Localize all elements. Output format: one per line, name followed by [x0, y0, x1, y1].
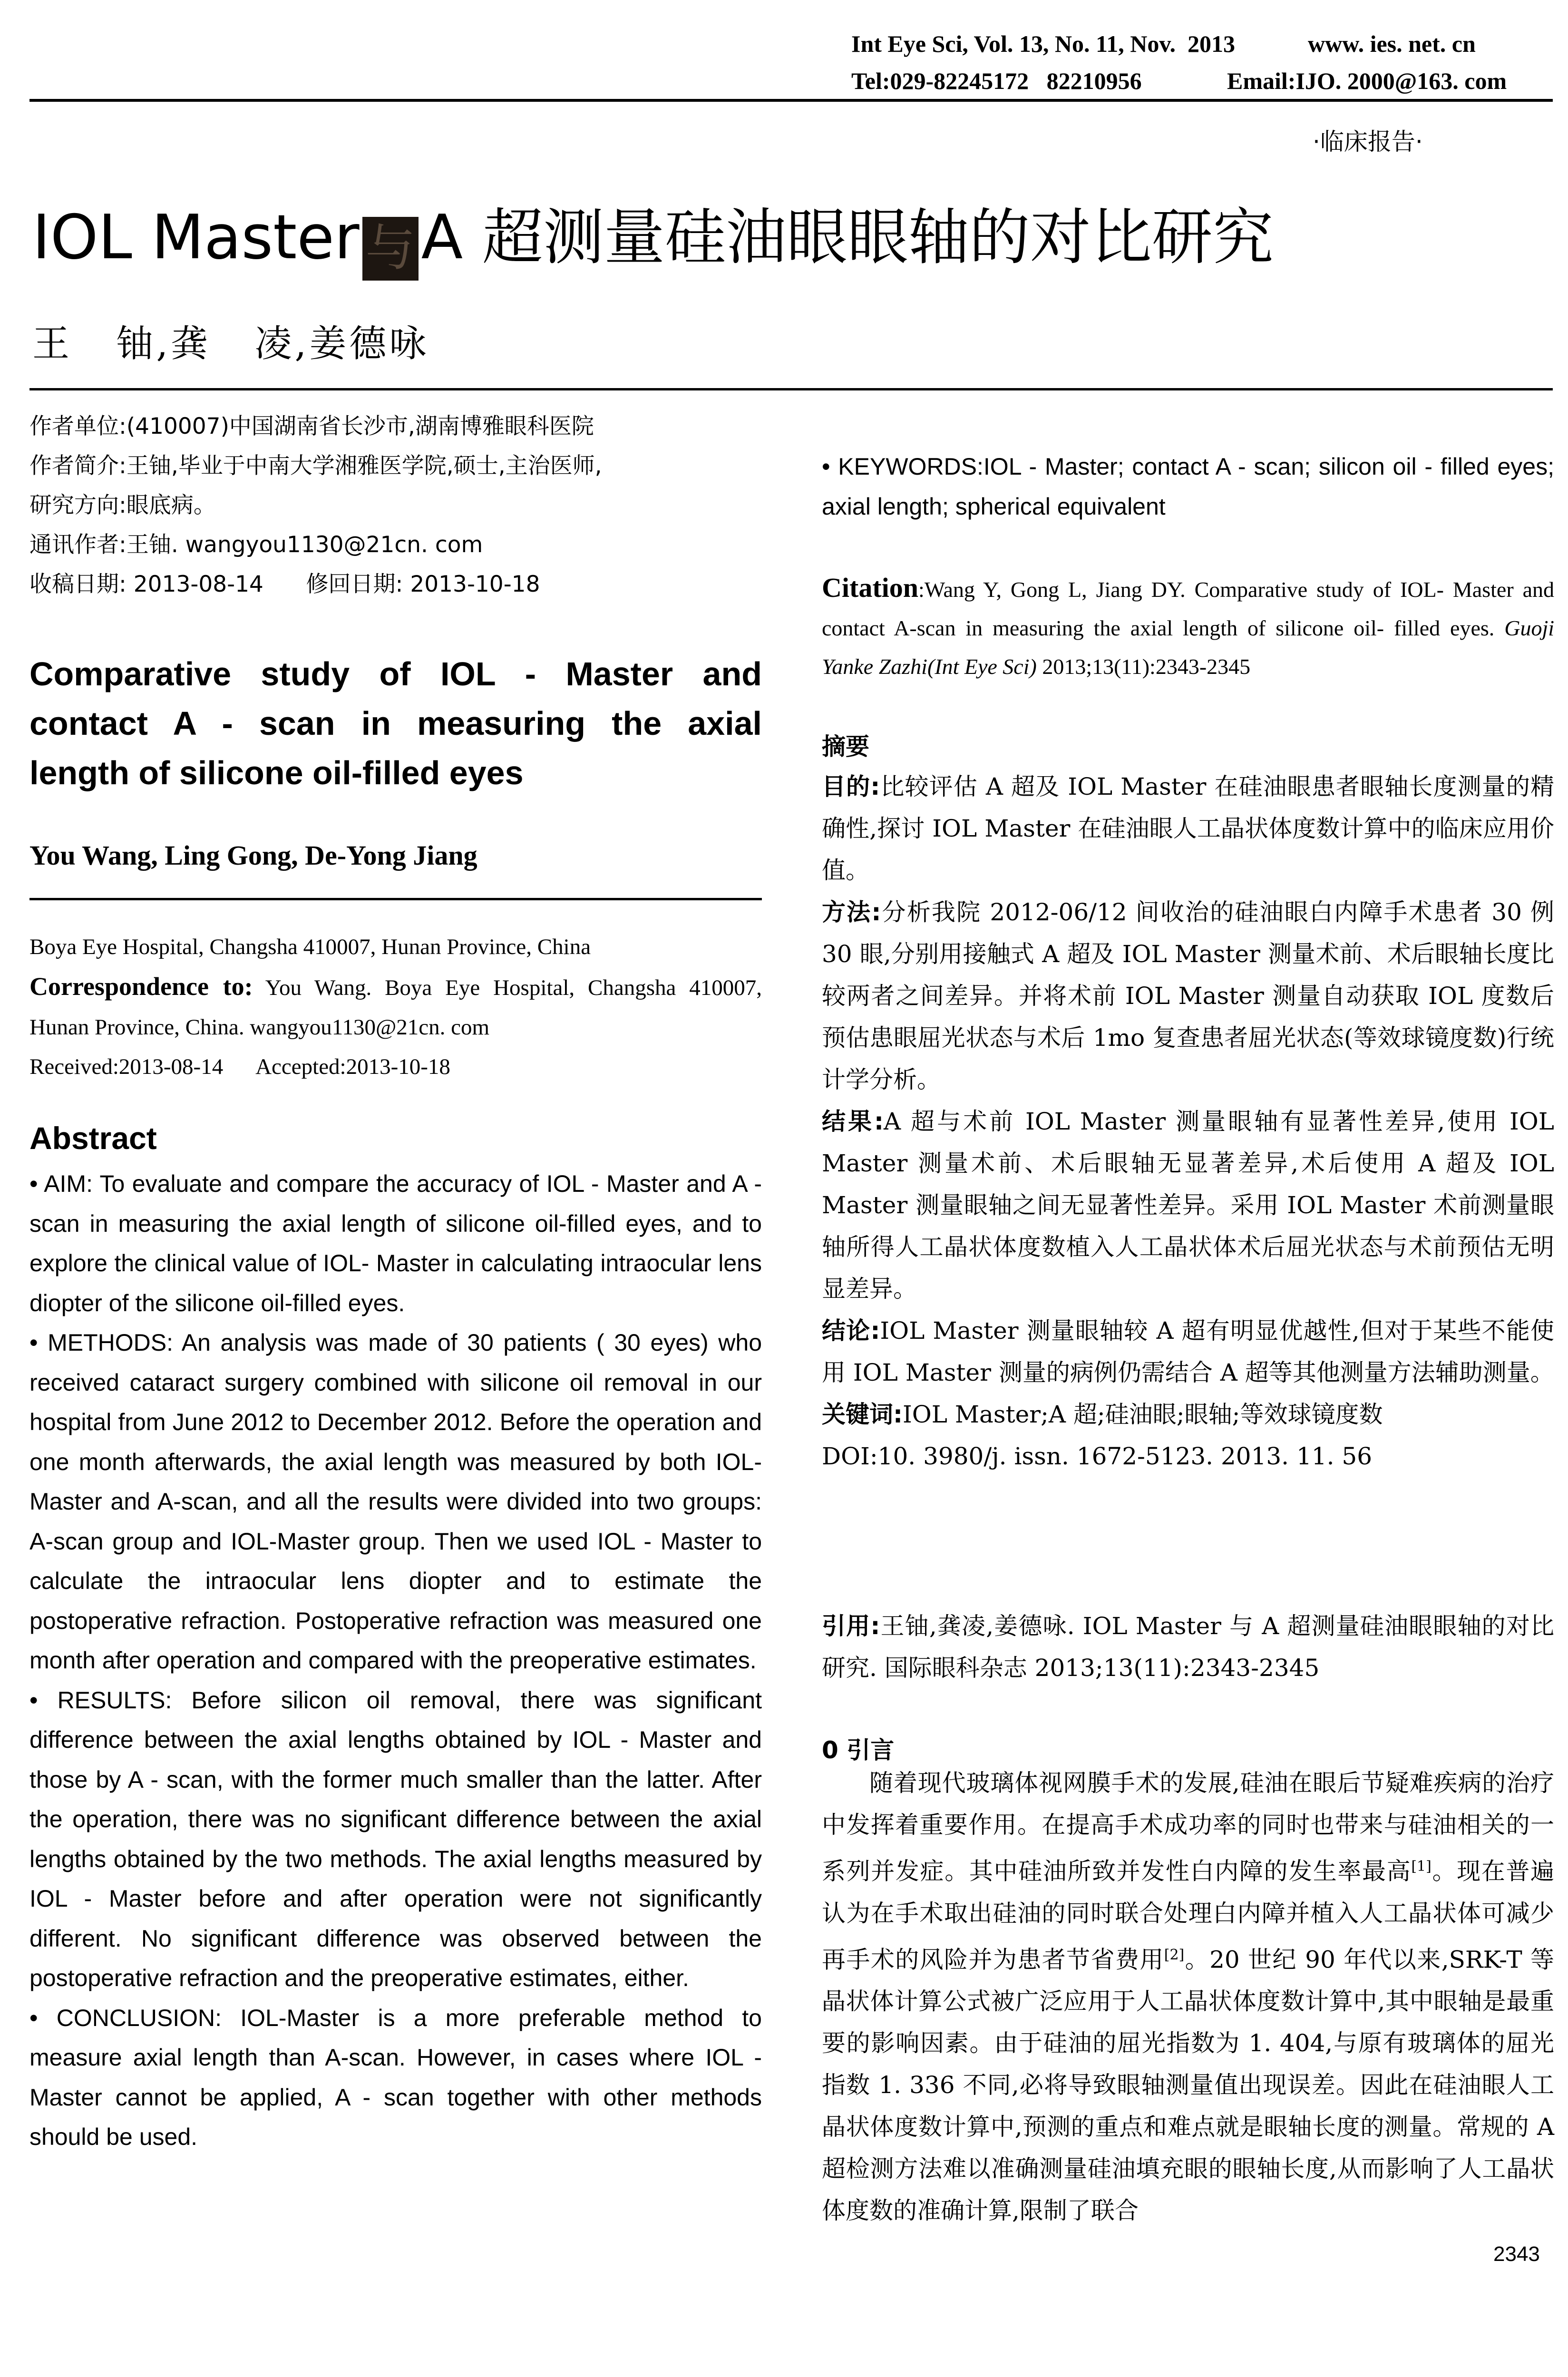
methods-label: • METHODS:: [29, 1329, 173, 1356]
correspondence: [29, 967, 762, 1047]
results-text: Before silicon oil removal, there was significant difference between the axial lengths obtained by IOL - Master and those by A - scan, with the former much smaller than the latter. After the operation, there was no significant difference between the axial lengths obtained by the two methods. The axial lengths measured by IOL - Master before and after operation were not significantly different. No significant difference was observed between the postoperative refraction and the preoperative estimates, either.: [29, 1686, 762, 1991]
cn-keywords-label: 关键词:: [822, 1401, 903, 1428]
journal-website[interactable]: www. ies. net. cn: [1308, 30, 1476, 57]
reference-2[interactable]: [2]: [1164, 1946, 1185, 1963]
citation-label: Citation: [822, 572, 918, 603]
abstract-heading: Abstract: [29, 1120, 157, 1156]
citation-journal: Guoji Yanke Zazhi(Int Eye Sci): [822, 616, 1554, 679]
author-info: [29, 407, 762, 604]
affiliation-block: [29, 927, 762, 1087]
citation-pages: 2013;13(11):2343-2345: [1036, 654, 1251, 679]
cn-citation-text: 王铀,龚凌,姜德咏. IOL Master 与 A 超测量硅油眼眼轴的对比研究. 国际眼科杂志 2013;13(11):2343-2345: [822, 1612, 1555, 1682]
correspondence-label: Correspondence to:: [29, 972, 253, 1001]
conclusion-text: IOL-Master is a more preferable method to measure axial length than A-scan. However, in cases where IOL - Master cannot be applied, A - scan together with other methods should be used.: [29, 2004, 762, 2150]
author-bio: 作者简介:王铀,毕业于中南大学湘雅医学院,硕士,主治医师,: [29, 453, 602, 479]
authors-chinese: 王 铀,龚 凌,姜德咏: [32, 322, 429, 365]
author-affiliation: 作者单位:(410007)中国湖南省长沙市,湖南博雅眼科医院: [29, 413, 594, 439]
intro-text: 。20 世纪 90 年代以来,SRK-T 等晶状体计算公式被广泛应用于人工晶状体度数计算中,其中眼轴是最重要的影响因素。由于硅油的屈光指数为 1. 404,与原有玻璃体的屈光指数 1. 336 不同,必将导致眼轴测量值出现误差。因此在硅油眼人工晶状体度数计算中,预测的重点和难点就是眼轴长度的测量。常规的 A 超检测方法难以准确测量硅油填充眼的眼轴长度,从而影响了人工晶状体度数的准确计算,限制了联合: [822, 1946, 1554, 2225]
english-title: [29, 649, 762, 798]
abstract-results: [29, 1681, 762, 1998]
cn-conclusion: [822, 1310, 1554, 1393]
received-accepted: Received:2013-08-14 Accepted:2013-10-18: [29, 1054, 450, 1079]
title-rule: [29, 388, 1553, 390]
intro-text: 。现在普遍认为在手术取出硅油的同时联合处理白内障并植入人工晶状体可减少再手术的风险并为患者节省费用: [822, 1857, 1555, 1974]
citation-text: :Wang Y, Gong L, Jiang DY. Comparative study of IOL- Master and contact A-scan in measuring the axial length of silicone oil- filled eyes.: [822, 577, 1554, 640]
abstract-aim: [29, 1164, 762, 1323]
conclusion-label: • CONCLUSION:: [29, 2004, 222, 2031]
intro-paragraph: [822, 1762, 1554, 2231]
citation-english: [822, 568, 1554, 686]
cn-citation-label: 引用:: [822, 1612, 880, 1640]
intro-heading: 0 引言: [822, 1736, 895, 1764]
page-title: [32, 202, 1274, 281]
abstract-conclusion: [29, 1998, 762, 2157]
header-rule: [29, 99, 1553, 102]
cn-conclusion-text: IOL Master 测量眼轴较 A 超有明显优越性,但对于某些不能使用 IOL Master 测量的病例仍需结合 A 超等其他测量方法辅助测量。: [822, 1317, 1554, 1386]
cn-aim-label: 目的:: [822, 773, 880, 800]
abstract-methods: [29, 1323, 762, 1681]
cn-results-text: A 超与术前 IOL Master 测量眼轴有显著性差异,使用 IOL Master 测量术前、术后眼轴无显著差异,术后使用 A 超及 IOL Master 测量眼轴之间无显著性差异。采用 IOL Master 术前测量眼轴所得人工晶状体度数植入人工晶状体术后屈光状态与术前预估无明显差异。: [822, 1108, 1554, 1303]
cn-results-label: 结果:: [822, 1108, 884, 1135]
results-label: • RESULTS:: [29, 1686, 172, 1714]
cn-methods-label: 方法:: [822, 898, 881, 926]
aim-label: • AIM:: [29, 1170, 93, 1197]
affiliation: Boya Eye Hospital, Changsha 410007, Hunan Province, China: [29, 935, 591, 959]
journal-email[interactable]: Email:IJO. 2000@163. com: [1227, 68, 1507, 94]
title-part1: IOL Master: [32, 202, 360, 273]
keywords-label: • KEYWORDS:: [822, 453, 984, 480]
cn-keywords: [822, 1393, 1554, 1435]
cn-results: [822, 1101, 1554, 1310]
cn-aim-text: 比较评估 A 超及 IOL Master 在硅油眼患者眼轴长度测量的精确性,探讨 IOL Master 在硅油眼人工晶状体度数计算中的临床应用价值。: [822, 773, 1554, 884]
cn-citation: [822, 1605, 1554, 1689]
cn-methods-text: 分析我院 2012-06/12 间收治的硅油眼白内障手术患者 30 例 30 眼,分别用接触式 A 超及 IOL Master 测量术前、术后眼轴长度比较两者之间差异。并将术前 IOL Master 测量自动获取 IOL 度数后预估患眼屈光状态与术后 1mo 复查患者屈光状态(等效球镜度数)行统计学分析。: [822, 898, 1555, 1093]
cn-aim: [822, 766, 1554, 891]
corresponding-author: 通讯作者:王铀. wangyou1130@21cn. com: [29, 532, 483, 558]
section-tag: ·临床报告·: [1313, 128, 1423, 156]
authors-rule: [29, 898, 762, 900]
reference-1[interactable]: [1]: [1411, 1858, 1432, 1875]
cn-abstract-heading: 摘要: [822, 733, 869, 760]
cn-conclusion-label: 结论:: [822, 1317, 880, 1344]
aim-text: To evaluate and compare the accuracy of IOL - Master and A - scan in measuring the axial length of silicone oil-filled eyes, and to explore the clinical value of IOL- Master in calculating intraocular lens diopter of the silicone oil-filled eyes.: [29, 1170, 762, 1316]
english-title-line: length of silicone oil-filled eyes: [29, 754, 524, 791]
page-number: 2343: [1493, 2242, 1540, 2266]
journal-tel: Tel:029-82245172 82210956: [851, 68, 1142, 94]
cn-methods: [822, 891, 1554, 1101]
author-research: 研究方向:眼底病。: [29, 492, 216, 518]
english-title-line: Comparative study of IOL - Master and: [29, 655, 762, 692]
intro-text: 随着现代玻璃体视网膜手术的发展,硅油在眼后节疑难疾病的治疗中发挥着重要作用。在提高手术成功率的同时也带来与硅油相关的一系列并发症。其中硅油所致并发性白内障的发生率最高: [822, 1769, 1554, 1885]
received-revised-dates: 收稿日期: 2013-08-14 修回日期: 2013-10-18: [29, 571, 540, 597]
doi[interactable]: DOI:10. 3980/j. issn. 1672-5123. 2013. 11. 56: [822, 1442, 1373, 1470]
abstract-body: [29, 1164, 762, 2157]
correspondence-text: You Wang. Boya Eye Hospital, Changsha 410007, Hunan Province, China. wangyou1130@21cn. com: [29, 975, 762, 1040]
english-authors: You Wang, Ling Gong, De-Yong Jiang: [29, 840, 477, 871]
english-title-line: contact A - scan in measuring the axial: [29, 705, 762, 742]
methods-text: An analysis was made of 30 patients ( 30 eyes) who received cataract surgery combined with silicone oil removal in our hospital from June 2012 to December 2012. Before the operation and one month afterwards, the axial length was measured by both IOL- Master and A-scan, and all the results were divided into two groups: A-scan group and IOL-Master group. Then we used IOL - Master to calculate the intraocular lens diopter and to estimate the postoperative refraction. Postoperative refraction was measured one month after operation and compared with the preoperative estimates.: [29, 1329, 762, 1674]
abstract-keywords: [822, 447, 1554, 526]
title-yu-glyph: 与: [362, 217, 419, 281]
journal-info: Int Eye Sci, Vol. 13, No. 11, Nov. 2013: [851, 30, 1236, 57]
cn-keywords-text: IOL Master;A 超;硅油眼;眼轴;等效球镜度数: [903, 1401, 1383, 1428]
cn-abstract-body: [822, 766, 1554, 1477]
keywords-text: IOL - Master; contact A - scan; silicon oil - filled eyes; axial length; spherical equivalent: [822, 453, 1554, 520]
title-part2: A 超测量硅油眼眼轴的对比研究: [421, 202, 1274, 273]
